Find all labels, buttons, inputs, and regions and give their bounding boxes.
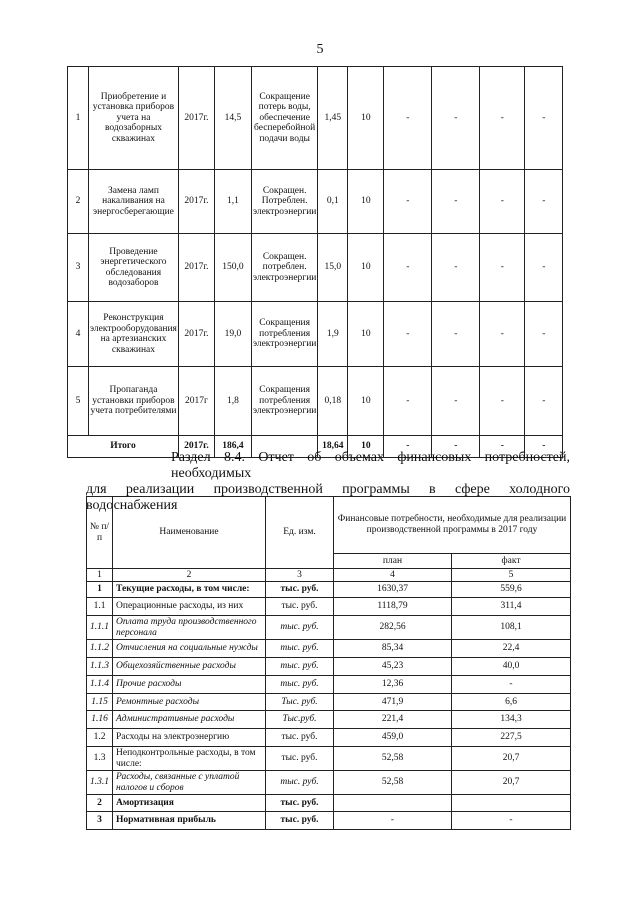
table-row (87, 795, 571, 812)
row-plan: 1630,37 (334, 582, 452, 598)
row-plan: 221,4 (334, 711, 452, 729)
row-unit: тыс. руб. (266, 747, 334, 771)
measure-cost: 1,8 (214, 367, 251, 436)
measure-name: Приобретение и установка приборов учета на водозаборных скважинах (89, 67, 179, 170)
row-fact: 22,4 (452, 640, 571, 658)
row-plan: 471,9 (334, 694, 452, 711)
row-fact: 559,6 (452, 582, 571, 598)
measure-col8: - (384, 170, 432, 234)
measure-col9: - (432, 302, 480, 367)
measure-name: Пропаганда установки приборов учета потребителями (89, 367, 179, 436)
measure-col11: - (525, 170, 563, 234)
row-number: 1.2 (87, 729, 113, 747)
total-label: Итого (68, 436, 179, 458)
measure-col11: - (525, 367, 563, 436)
total-col11: - (525, 436, 563, 458)
row-number: 2 (87, 795, 113, 812)
row-number: 1 (68, 67, 89, 170)
measure-effect: Сокращен. Потреблен. электроэнергии (251, 170, 317, 234)
row-unit: тыс. руб. (266, 812, 334, 830)
col-number: 2 (113, 569, 266, 582)
total-cost: 186,4 (214, 436, 251, 458)
total-col10: - (480, 436, 525, 458)
measure-year: 2017г (178, 367, 214, 436)
row-number: 1.3.1 (87, 771, 113, 795)
row-unit: тыс. руб. (266, 729, 334, 747)
measure-effect: Сокращен. потреблен. электроэнергии (251, 234, 317, 302)
row-fact: 134,3 (452, 711, 571, 729)
row-unit: Тыс.руб. (266, 711, 334, 729)
measure-value: 0,18 (318, 367, 348, 436)
row-plan: 52,58 (334, 747, 452, 771)
measure-cost: 19,0 (214, 302, 251, 367)
row-fact: 108,1 (452, 616, 571, 640)
measure-name: Проведение энергетического обследования водозаборов (89, 234, 179, 302)
table-row (68, 367, 563, 436)
row-name: Расходы на электроэнергию (113, 729, 266, 747)
total-col9: - (432, 436, 480, 458)
row-name: Амортизация (113, 795, 266, 812)
total-value: 18,64 (318, 436, 348, 458)
row-name: Текущие расходы, в том числе: (113, 582, 266, 598)
section-heading-line3: водоснабжения (86, 498, 178, 513)
measure-effect: Сокращения потребления электроэнергии (251, 302, 317, 367)
table-row (68, 67, 563, 170)
row-number: 1.1.2 (87, 640, 113, 658)
row-number: 3 (68, 234, 89, 302)
col-number: 4 (334, 569, 452, 582)
row-name: Неподконтрольные расходы, в том числе: (113, 747, 266, 771)
row-name: Ремонтные расходы (113, 694, 266, 711)
measure-term: 10 (348, 234, 384, 302)
row-plan: 12,36 (334, 676, 452, 694)
table-row (87, 598, 571, 616)
column-number-row (87, 569, 571, 582)
measure-col11: - (525, 67, 563, 170)
table-row (87, 640, 571, 658)
row-name: Отчисления на социальные нужды (113, 640, 266, 658)
measure-col10: - (480, 170, 525, 234)
row-plan: - (334, 812, 452, 830)
measure-value: 15,0 (318, 234, 348, 302)
table-row (68, 302, 563, 367)
measure-year: 2017г. (178, 170, 214, 234)
table-row (87, 711, 571, 729)
row-name: Оплата труда производственного персонала (113, 616, 266, 640)
row-unit: тыс. руб. (266, 616, 334, 640)
measure-col8: - (384, 367, 432, 436)
table-row (68, 234, 563, 302)
row-number: 2 (68, 170, 89, 234)
row-fact: 20,7 (452, 747, 571, 771)
measure-col9: - (432, 67, 480, 170)
row-number: 1.1 (87, 598, 113, 616)
table-row (87, 676, 571, 694)
row-fact: - (452, 676, 571, 694)
table-row (87, 658, 571, 676)
measure-term: 10 (348, 302, 384, 367)
header-num: № п/п (87, 497, 113, 569)
measure-col10: - (480, 302, 525, 367)
measure-term: 10 (348, 367, 384, 436)
measure-term: 10 (348, 67, 384, 170)
row-fact: 40,0 (452, 658, 571, 676)
row-unit: тыс. руб. (266, 582, 334, 598)
row-plan: 1118,79 (334, 598, 452, 616)
measure-effect: Сокращение потерь воды, обеспечение бесперебойной подачи воды (251, 67, 317, 170)
measure-value: 1,45 (318, 67, 348, 170)
section-heading-line1: Раздел 8.4. Отчет об объемах финансовых потребностей, необходимых (171, 450, 570, 481)
row-fact: 227,5 (452, 729, 571, 747)
row-unit: тыс. руб. (266, 598, 334, 616)
measure-year: 2017г. (178, 302, 214, 367)
row-number: 1.1.1 (87, 616, 113, 640)
row-unit: тыс. руб. (266, 676, 334, 694)
row-number: 1.1.3 (87, 658, 113, 676)
row-name: Нормативная прибыль (113, 812, 266, 830)
row-number: 5 (68, 367, 89, 436)
measure-year: 2017г. (178, 67, 214, 170)
row-plan (334, 795, 452, 812)
measure-col10: - (480, 67, 525, 170)
table-header-row (87, 497, 571, 554)
measure-col9: - (432, 170, 480, 234)
row-name: Административные расходы (113, 711, 266, 729)
measure-value: 1,9 (318, 302, 348, 367)
financial-needs-table (86, 496, 571, 830)
row-fact: 6,6 (452, 694, 571, 711)
row-plan: 282,56 (334, 616, 452, 640)
col-number: 5 (452, 569, 571, 582)
total-year: 2017г. (178, 436, 214, 458)
row-unit: тыс. руб. (266, 795, 334, 812)
row-name: Общехозяйственные расходы (113, 658, 266, 676)
measure-col9: - (432, 367, 480, 436)
total-col8: - (384, 436, 432, 458)
measure-year: 2017г. (178, 234, 214, 302)
row-unit: Тыс. руб. (266, 694, 334, 711)
table-row (68, 170, 563, 234)
table-row (87, 771, 571, 795)
header-name: Наименование (113, 497, 266, 569)
row-fact: 311,4 (452, 598, 571, 616)
measure-col10: - (480, 367, 525, 436)
page-number: 5 (316, 42, 324, 57)
row-name: Прочие расходы (113, 676, 266, 694)
row-plan: 45,23 (334, 658, 452, 676)
measure-value: 0,1 (318, 170, 348, 234)
measure-col8: - (384, 234, 432, 302)
row-plan: 52,58 (334, 771, 452, 795)
row-number: 1 (87, 582, 113, 598)
measure-col8: - (384, 302, 432, 367)
table-row (87, 582, 571, 598)
table-row (87, 812, 571, 830)
section-heading-line2: для реализации производственной программы в сфере холодного (86, 482, 570, 497)
col-number: 3 (266, 569, 334, 582)
row-name: Операционные расходы, из них (113, 598, 266, 616)
measures-table (67, 66, 563, 458)
row-plan: 85,34 (334, 640, 452, 658)
row-number: 3 (87, 812, 113, 830)
row-number: 1.3 (87, 747, 113, 771)
measure-name: Реконструкция электрооборудования на артезианских скважинах (89, 302, 179, 367)
measure-name: Замена ламп накаливания на энергосберегающие (89, 170, 179, 234)
measure-effect: Сокращения потребления электроэнергии (251, 367, 317, 436)
col-number: 1 (87, 569, 113, 582)
row-fact: - (452, 812, 571, 830)
row-unit: тыс. руб. (266, 658, 334, 676)
table-row (87, 729, 571, 747)
total-term: 10 (348, 436, 384, 458)
table-row (87, 616, 571, 640)
row-number: 1.16 (87, 711, 113, 729)
row-plan: 459,0 (334, 729, 452, 747)
row-name: Расходы, связанные с уплатой налогов и сборов (113, 771, 266, 795)
table-row (87, 694, 571, 711)
measure-term: 10 (348, 170, 384, 234)
header-financial-needs: Финансовые потребности, необходимые для реализации производственной программы в 2017 году (334, 497, 571, 554)
row-number: 1.1.4 (87, 676, 113, 694)
measure-col9: - (432, 234, 480, 302)
measure-col8: - (384, 67, 432, 170)
measure-col11: - (525, 234, 563, 302)
measure-cost: 1,1 (214, 170, 251, 234)
row-fact: 20,7 (452, 771, 571, 795)
header-plan: план (334, 554, 452, 569)
row-unit: тыс. руб. (266, 640, 334, 658)
measure-cost: 150,0 (214, 234, 251, 302)
header-fact: факт (452, 554, 571, 569)
row-fact (452, 795, 571, 812)
measure-col10: - (480, 234, 525, 302)
measure-cost: 14,5 (214, 67, 251, 170)
row-number: 1.15 (87, 694, 113, 711)
header-unit: Ед. изм. (266, 497, 334, 569)
table-row (87, 747, 571, 771)
row-number: 4 (68, 302, 89, 367)
row-unit: тыс. руб. (266, 771, 334, 795)
measure-col11: - (525, 302, 563, 367)
